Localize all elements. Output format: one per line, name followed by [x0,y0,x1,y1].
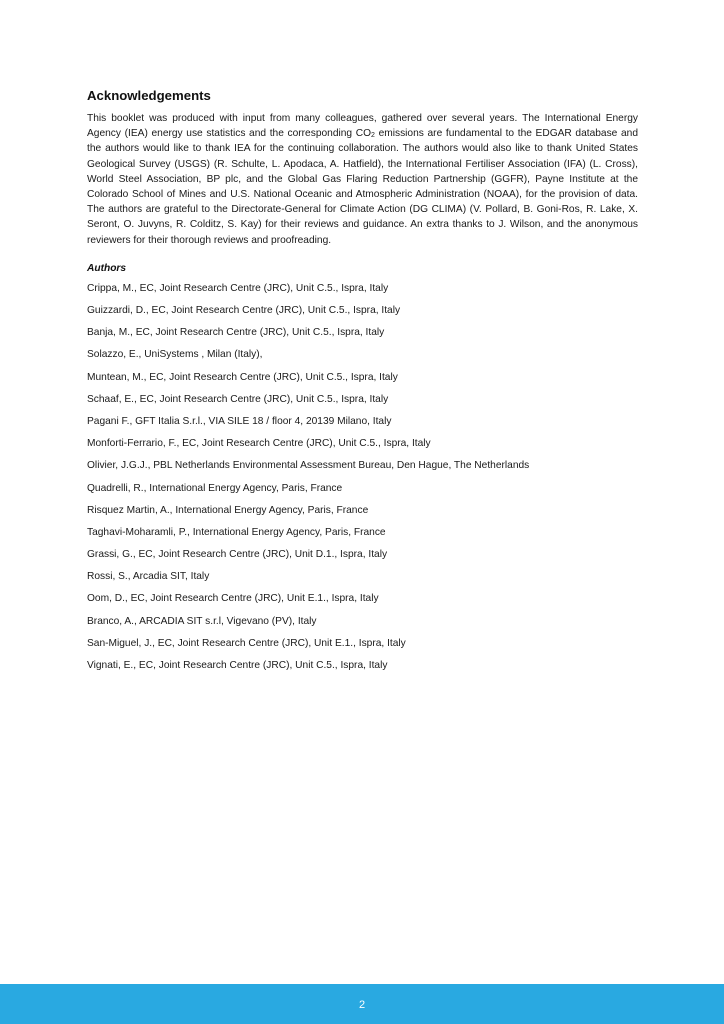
acknowledgements-heading: Acknowledgements [87,88,211,103]
acknowledgements-text-part-1: This booklet was produced with input from many colleagues, gathered over several years. The International Energy Agency (IEA) energy use statistics and the corresponding CO [87,113,638,140]
author-item: Oom, D., EC, Joint Research Centre (JRC), Unit E.1., Ispra, Italy [87,593,379,605]
author-item: Grassi, G., EC, Joint Research Centre (JRC), Unit D.1., Ispra, Italy [87,549,388,561]
authors-heading: Authors [87,262,127,274]
author-item: Pagani F., GFT Italia S.r.l., VIA SILE 18 / floor 4, 20139 Milano, Italy [87,415,392,427]
author-item: Rossi, S., Arcadia SIT, Italy [87,571,210,583]
page-number: 2 [358,999,366,1011]
author-item: Vignati, E., EC, Joint Research Centre (JRC), Unit C.5., Ispra, Italy [87,660,388,672]
author-item: Crippa, M., EC, Joint Research Centre (JRC), Unit C.5., Ispra, Italy [87,282,389,294]
co2-subscript: 2 [371,132,375,140]
acknowledgements-text-part-2: emissions are fundamental to the EDGAR database and the authors would like to thank IEA for the continuing collaboration. The authors would also like to thank United States Geological Survey (USGS) (R. Schulte, L. Apodaca, A. Hatfield), the International Fertiliser Association (IFA) (L. Cross), World Steel Association, BP plc, and the Global Gas Flaring Reduction Partnership (GGFR), Payne Institute at the Colorado School of Mines and U.S. National Oceanic and Atmospheric Administration (NOAA), for the provision of data. The authors are grateful to the Directorate-General for Climate Action (DG CLIMA) (V. Pollard, B. Goni-Ros, R. Lake, X. Seront, O. Juvyns, R. Colditz, S. Kay) for their reviews and guidance. An extra thanks to J. Wilson, and the anonymous reviewers for their thorough reviews and proofreading. [87,128,638,246]
author-item: Quadrelli, R., International Energy Agency, Paris, France [87,482,343,494]
footer-bar [0,984,724,1024]
author-item: Olivier, J.G.J., PBL Netherlands Environmental Assessment Bureau, Den Hague, The Netherlands [87,460,530,472]
author-item: Guizzardi, D., EC, Joint Research Centre (JRC), Unit C.5., Ispra, Italy [87,305,401,317]
author-item: Monforti-Ferrario, F., EC, Joint Research Centre (JRC), Unit C.5., Ispra, Italy [87,438,431,450]
author-item: Solazzo, E., UniSystems , Milan (Italy), [87,349,263,361]
page-content [87,88,638,681]
author-item: Banja, M., EC, Joint Research Centre (JRC), Unit C.5., Ispra, Italy [87,327,385,339]
author-item: Muntean, M., EC, Joint Research Centre (JRC), Unit C.5., Ispra, Italy [87,371,398,383]
author-item: Taghavi-Moharamli, P., International Energy Agency, Paris, France [87,526,386,538]
acknowledgements-paragraph [87,111,638,248]
author-item: Branco, A., ARCADIA SIT s.r.l, Vigevano (PV), Italy [87,615,317,627]
author-list [87,282,638,681]
author-item: Risquez Martin, A., International Energy Agency, Paris, France [87,504,369,516]
author-item: Schaaf, E., EC, Joint Research Centre (JRC), Unit C.5., Ispra, Italy [87,393,389,405]
author-item: San-Miguel, J., EC, Joint Research Centre (JRC), Unit E.1., Ispra, Italy [87,637,406,649]
